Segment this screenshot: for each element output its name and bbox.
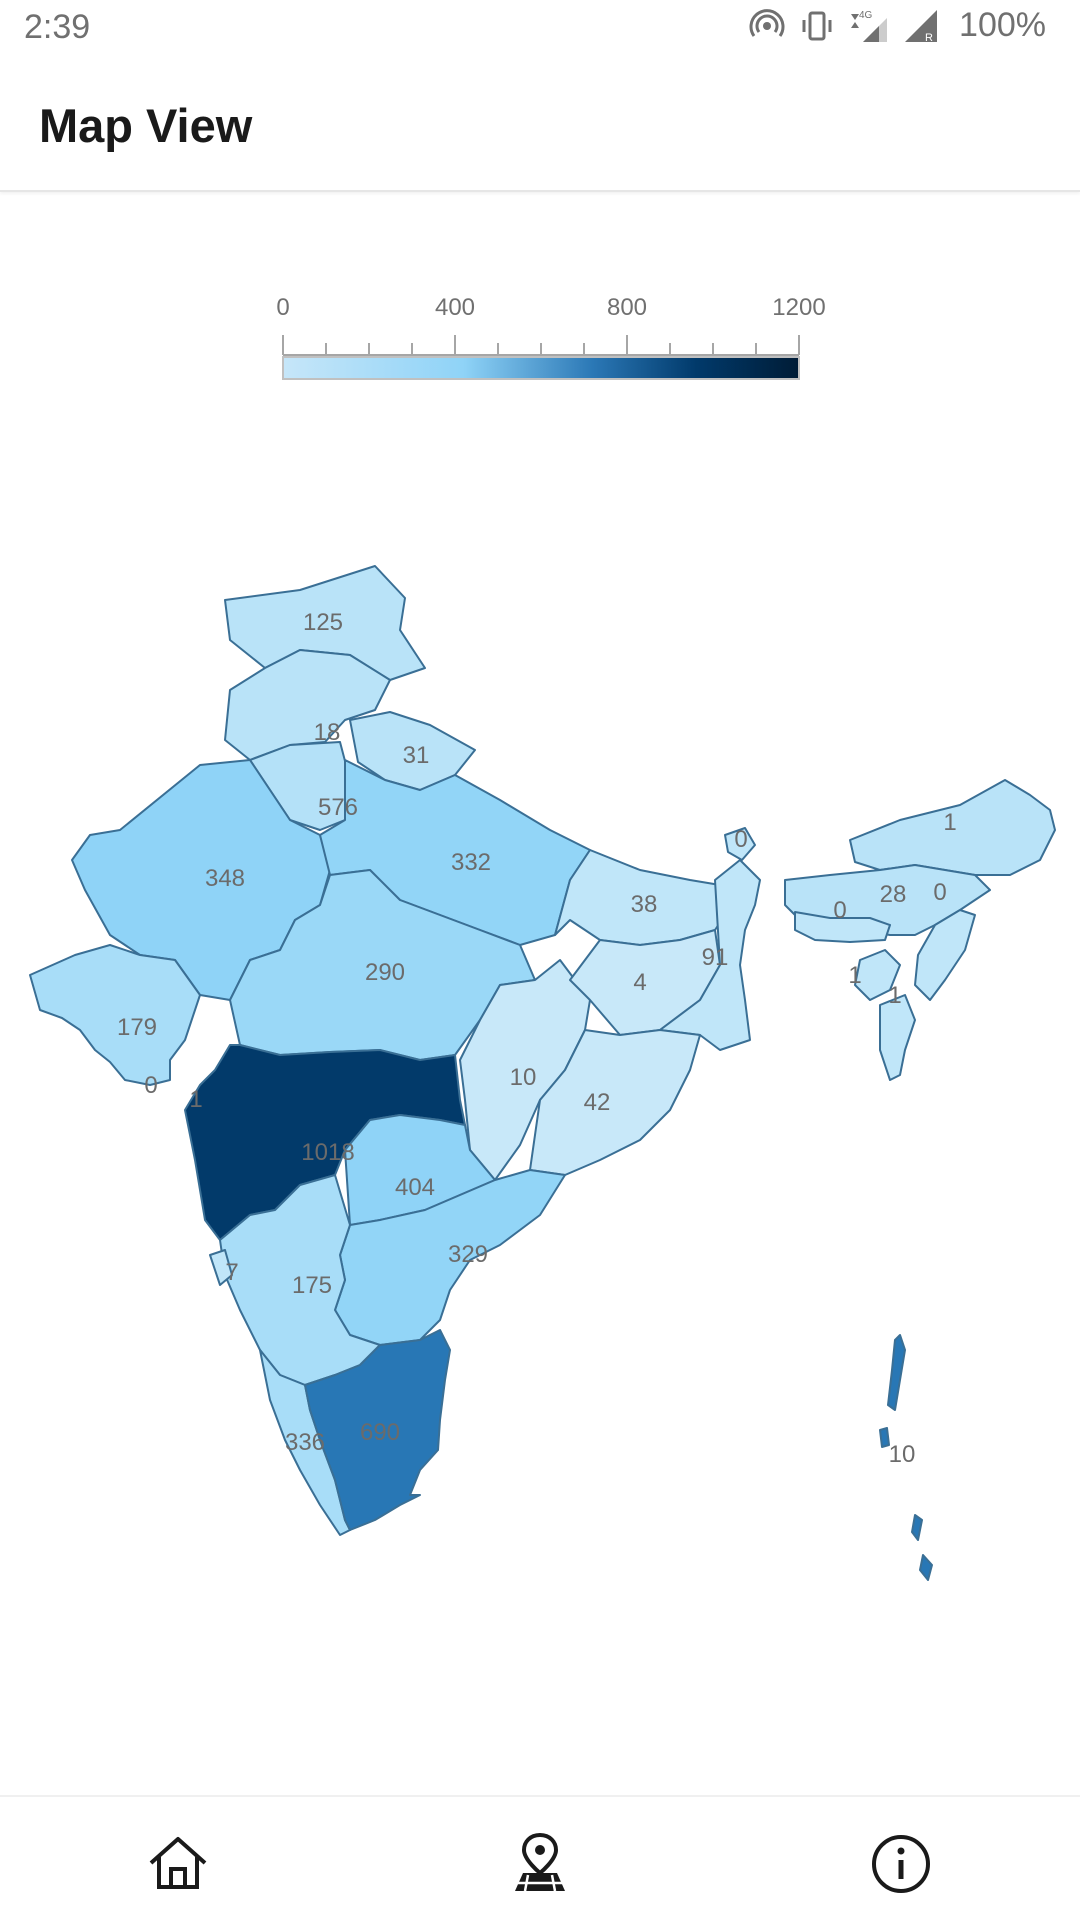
map-value-label: 42 <box>583 1089 611 1116</box>
map-value-label: 91 <box>701 944 729 971</box>
legend-tick-label: 400 <box>434 294 476 321</box>
map-value-label: 10 <box>888 1441 916 1468</box>
info-button[interactable] <box>866 1829 936 1899</box>
legend-tick-label: 1200 <box>772 294 826 321</box>
map-value-label: 0 <box>933 879 947 906</box>
battery-level: 100% <box>959 6 1046 44</box>
legend-tick-label: 800 <box>606 294 648 321</box>
map-value-label: 1 <box>189 1086 203 1113</box>
map-value-label: 18 <box>313 719 341 746</box>
status-bar <box>0 0 1080 60</box>
svg-text:R: R <box>925 31 933 44</box>
map-value-label: 576 <box>317 794 359 821</box>
map-value-label: 28 <box>879 881 907 908</box>
map-value-label: 290 <box>364 959 406 986</box>
network-type: 4G <box>859 9 873 21</box>
color-legend <box>250 285 826 405</box>
map-value-label: 0 <box>833 897 847 924</box>
map-view-button[interactable] <box>505 1829 575 1899</box>
map-value-label: 125 <box>302 609 344 636</box>
roaming-signal-icon <box>903 8 939 44</box>
signal-icon <box>849 8 889 44</box>
map-value-label: 404 <box>394 1174 436 1201</box>
india-choropleth-map[interactable] <box>0 540 1080 1600</box>
status-time: 2:39 <box>24 8 91 46</box>
map-value-label: 1 <box>888 982 902 1009</box>
map-value-label: 690 <box>359 1419 401 1446</box>
state-region[interactable] <box>30 945 200 1085</box>
map-value-label: 0 <box>734 826 748 853</box>
map-value-label: 332 <box>450 849 492 876</box>
map-value-label: 179 <box>116 1014 158 1041</box>
map-value-label: 10 <box>509 1064 537 1091</box>
map-value-label: 336 <box>284 1429 326 1456</box>
map-value-label: 0 <box>144 1072 158 1099</box>
map-value-label: 1 <box>848 962 862 989</box>
state-region[interactable] <box>912 1515 922 1540</box>
map-value-label: 31 <box>402 742 430 769</box>
home-button[interactable] <box>143 1829 213 1899</box>
page-title: Map View <box>39 99 253 152</box>
bottom-navigation <box>0 1795 1080 1922</box>
map-value-label: 348 <box>204 865 246 892</box>
map-container[interactable] <box>0 540 1080 1600</box>
map-pin-icon <box>505 1829 575 1899</box>
hotspot-icon <box>749 8 785 44</box>
map-value-label: 1 <box>943 809 957 836</box>
status-icons <box>749 6 1046 45</box>
legend-gradient-bar <box>283 357 799 379</box>
state-region[interactable] <box>880 1428 889 1447</box>
home-icon <box>143 1829 213 1899</box>
info-icon <box>866 1829 936 1899</box>
legend-tick-label: 0 <box>276 294 290 321</box>
map-value-label: 7 <box>225 1259 239 1286</box>
map-value-label: 175 <box>291 1272 333 1299</box>
map-value-label: 4 <box>633 969 647 996</box>
state-region[interactable] <box>920 1555 932 1580</box>
map-value-label: 38 <box>630 891 658 918</box>
legend-ticks <box>276 294 825 355</box>
map-value-label: 329 <box>447 1241 489 1268</box>
app-bar <box>0 60 1080 192</box>
vibrate-icon <box>799 8 835 44</box>
state-region[interactable] <box>888 1335 905 1410</box>
map-value-label: 1018 <box>301 1139 355 1166</box>
